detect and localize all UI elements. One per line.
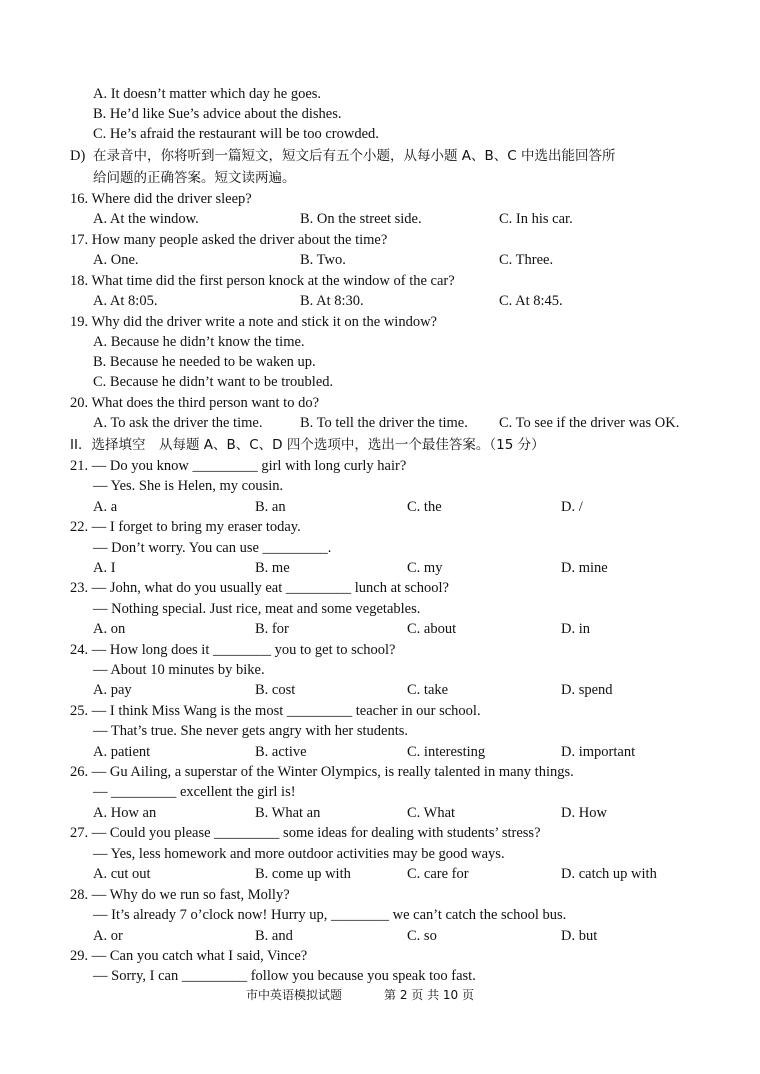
- q28-option-a: A. or: [93, 928, 123, 944]
- q28-option-b: B. and: [255, 928, 293, 944]
- question-17: 17. How many people asked the driver about the time?: [70, 232, 388, 248]
- question-27-reply: — Yes, less homework and more outdoor activities may be good ways.: [93, 846, 505, 862]
- q18-option-a: A. At 8:05.: [93, 293, 158, 309]
- q21-option-a: A. a: [93, 499, 118, 515]
- q27-option-a: A. cut out: [93, 866, 151, 882]
- question-28-reply: — It’s already 7 o’clock now! Hurry up, ________ we can’t catch the school bus.: [93, 907, 567, 923]
- q27-option-c: C. care for: [407, 866, 469, 882]
- q23-option-c: C. about: [407, 621, 457, 637]
- q25-option-d: D. important: [561, 744, 636, 760]
- q28-option-c: C. so: [407, 928, 437, 944]
- question-26: 26. — Gu Ailing, a superstar of the Winter Olympics, is really talented in many things.: [70, 764, 574, 780]
- q24-option-a: A. pay: [93, 682, 132, 698]
- question-21-reply: — Yes. She is Helen, my cousin.: [93, 478, 284, 494]
- question-21: 21. — Do you know _________ girl with long curly hair?: [70, 458, 407, 474]
- q16-option-c: C. In his car.: [499, 211, 573, 227]
- q26-option-c: C. What: [407, 805, 456, 821]
- question-23-reply: — Nothing special. Just rice, meat and some vegetables.: [93, 601, 421, 617]
- q27-option-b: B. come up with: [255, 866, 351, 882]
- q22-option-c: C. my: [407, 560, 443, 576]
- q23-option-d: D. in: [561, 621, 590, 637]
- q25-option-a: A. patient: [93, 744, 151, 760]
- q21-option-b: B. an: [255, 499, 286, 515]
- question-26-reply: — _________ excellent the girl is!: [93, 784, 296, 800]
- q22-option-a: A. I: [93, 560, 116, 576]
- q28-option-d: D. but: [561, 928, 598, 944]
- section-d-instruction-line1: 在录音中，你将听到一篇短文，短文后有五个小题，从每小题 A、B、C 中选出能回答所: [93, 148, 616, 164]
- q24-option-d: D. spend: [561, 682, 613, 698]
- q21-option-d: D. /: [561, 499, 583, 515]
- section-d-instruction-line2: 给问题的正确答案。短文读两遍。: [93, 170, 296, 186]
- q24-option-c: C. take: [407, 682, 449, 698]
- q25-option-b: B. active: [255, 744, 307, 760]
- footer-page-number: 第 2 页 共 10 页: [384, 988, 474, 1002]
- q20-option-c: C. To see if the driver was OK.: [499, 415, 680, 431]
- q23-option-a: A. on: [93, 621, 126, 637]
- question-22: 22. — I forget to bring my eraser today.: [70, 519, 301, 535]
- question-24-reply: — About 10 minutes by bike.: [93, 662, 265, 678]
- q21-option-c: C. the: [407, 499, 442, 515]
- q20-option-b: B. To tell the driver the time.: [300, 415, 468, 431]
- q19-option-c: C. Because he didn’t want to be troubled.: [93, 374, 334, 390]
- q23-option-b: B. for: [255, 621, 289, 637]
- q24-option-b: B. cost: [255, 682, 296, 698]
- section-d-label: D): [70, 148, 86, 164]
- q17-option-c: C. Three.: [499, 252, 554, 268]
- q26-option-d: D. How: [561, 805, 607, 821]
- question-20: 20. What does the third person want to do?: [70, 395, 319, 411]
- question-18: 18. What time did the first person knock at the window of the car?: [70, 273, 455, 289]
- question-28: 28. — Why do we run so fast, Molly?: [70, 887, 290, 903]
- q17-option-a: A. One.: [93, 252, 139, 268]
- section-ii-heading: II．选择填空 从每题 A、B、C、D 四个选项中，选出一个最佳答案。（15 分）: [70, 437, 545, 453]
- q17-option-b: B. Two.: [300, 252, 346, 268]
- q18-option-c: C. At 8:45.: [499, 293, 563, 309]
- question-25: 25. — I think Miss Wang is the most _________ teacher in our school.: [70, 703, 481, 719]
- q26-option-b: B. What an: [255, 805, 321, 821]
- question-22-reply: — Don’t worry. You can use _________.: [93, 540, 332, 556]
- q16-option-b: B. On the street side.: [300, 211, 422, 227]
- question-25-reply: — That’s true. She never gets angry with her students.: [93, 723, 409, 739]
- prev-option-a: A. It doesn’t matter which day he goes.: [93, 86, 322, 102]
- question-29-reply: — Sorry, I can _________ follow you because you speak too fast.: [93, 968, 476, 984]
- q19-option-b: B. Because he needed to be waken up.: [93, 354, 316, 370]
- q20-option-a: A. To ask the driver the time.: [93, 415, 263, 431]
- q19-option-a: A. Because he didn’t know the time.: [93, 334, 305, 350]
- q16-option-a: A. At the window.: [93, 211, 199, 227]
- q18-option-b: B. At 8:30.: [300, 293, 364, 309]
- prev-option-c: C. He’s afraid the restaurant will be too crowded.: [93, 126, 379, 142]
- q22-option-d: D. mine: [561, 560, 608, 576]
- question-19: 19. Why did the driver write a note and stick it on the window?: [70, 314, 437, 330]
- q25-option-c: C. interesting: [407, 744, 486, 760]
- prev-option-b: B. He’d like Sue’s advice about the dishes.: [93, 106, 342, 122]
- footer-exam-title: 市中英语模拟试题: [246, 988, 343, 1002]
- question-29: 29. — Can you catch what I said, Vince?: [70, 948, 308, 964]
- q22-option-b: B. me: [255, 560, 290, 576]
- question-23: 23. — John, what do you usually eat _________ lunch at school?: [70, 580, 449, 596]
- q27-option-d: D. catch up with: [561, 866, 657, 882]
- q26-option-a: A. How an: [93, 805, 157, 821]
- question-16: 16. Where did the driver sleep?: [70, 191, 252, 207]
- question-24: 24. — How long does it ________ you to get to school?: [70, 642, 396, 658]
- question-27: 27. — Could you please _________ some ideas for dealing with students’ stress?: [70, 825, 541, 841]
